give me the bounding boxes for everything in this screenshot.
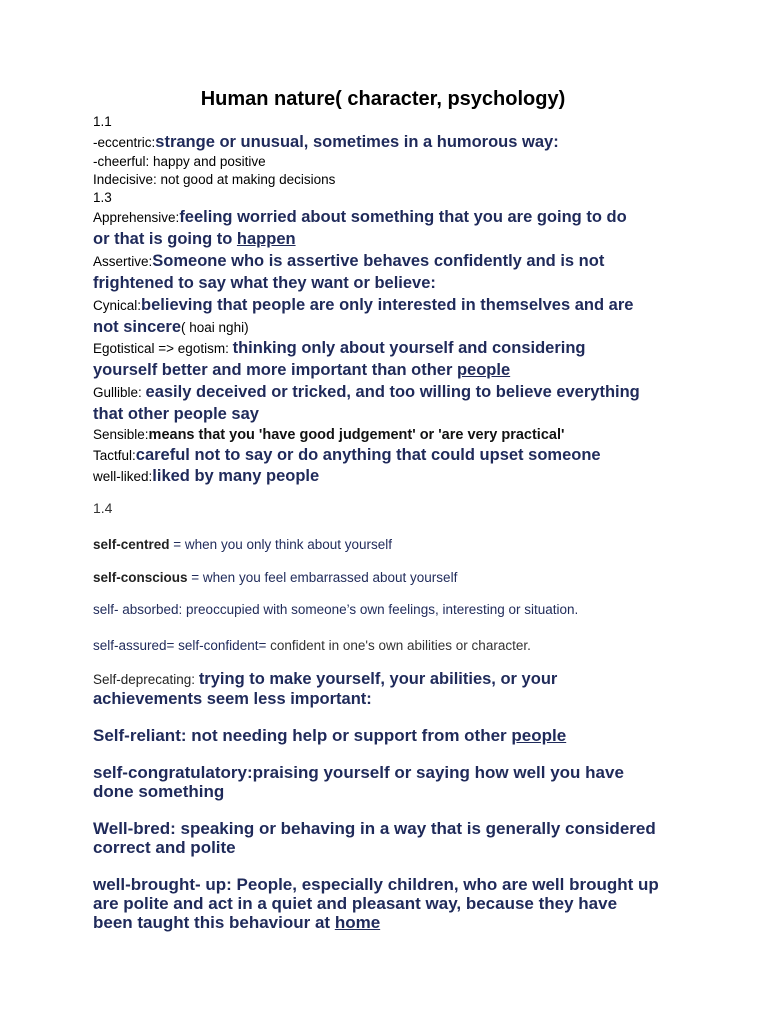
term-self-assured: self-assured= self-confident= bbox=[93, 638, 271, 653]
term-self-conscious: self-conscious bbox=[93, 570, 188, 585]
link-home[interactable]: home bbox=[334, 913, 381, 932]
section-number-1-1: 1.1 bbox=[93, 114, 112, 129]
entry-self-assured bbox=[93, 637, 531, 655]
entry-self-congratulatory-line1: self-congratulatory:praising yourself or saying how well you have bbox=[93, 763, 624, 782]
term-eccentric: -eccentric: bbox=[93, 135, 156, 150]
definition-egotistical-line2: yourself better and more important than other bbox=[93, 361, 457, 379]
definition-assertive-line1: Someone who is assertive behaves confidently and is not bbox=[152, 252, 605, 270]
entry-cheerful: -cheerful: happy and positive bbox=[93, 154, 266, 169]
entry-indecisive: Indecisive: not good at making decisions bbox=[93, 172, 336, 187]
definition-apprehensive-line1: feeling worried about something that you are going to do bbox=[179, 208, 627, 226]
entry-eccentric bbox=[93, 133, 559, 152]
definition-self-deprecating-line1: trying to make yourself, your abilities, or your bbox=[198, 670, 558, 688]
entry-well-liked bbox=[93, 467, 319, 486]
definition-self-reliant: Self-reliant: not needing help or support from other bbox=[93, 726, 512, 745]
term-apprehensive: Apprehensive: bbox=[93, 210, 180, 225]
entry-sensible bbox=[93, 426, 564, 444]
definition-eccentric: strange or unusual, sometimes in a humorous way: bbox=[155, 133, 559, 151]
term-self-deprecating: Self-deprecating: bbox=[93, 672, 199, 687]
term-cynical: Cynical: bbox=[93, 298, 142, 313]
link-people-2[interactable]: people bbox=[511, 726, 567, 745]
definition-apprehensive-line2: or that is going to bbox=[93, 230, 237, 248]
entry-self-centred bbox=[93, 536, 392, 554]
entry-self-conscious bbox=[93, 569, 457, 587]
entry-cynical bbox=[93, 296, 633, 315]
section-number-1-4: 1.4 bbox=[93, 500, 113, 516]
definition-self-deprecating-line2: achievements seem less important: bbox=[93, 690, 372, 708]
term-egotistical: Egotistical => egotism: bbox=[93, 341, 233, 356]
term-sensible: Sensible: bbox=[93, 427, 149, 442]
entry-gullible bbox=[93, 383, 640, 402]
definition-well-liked: liked by many people bbox=[152, 467, 320, 485]
entry-well-bred-line1: Well-bred: speaking or behaving in a way that is generally considered bbox=[93, 819, 656, 838]
note-cynical: ( hoai nghi) bbox=[181, 320, 249, 335]
definition-self-centred: = when you only think about yourself bbox=[169, 537, 393, 552]
entry-assertive bbox=[93, 252, 604, 271]
entry-apprehensive bbox=[93, 208, 627, 227]
entry-tactful bbox=[93, 446, 601, 465]
entry-self-deprecating bbox=[93, 670, 557, 689]
term-gullible: Gullible: bbox=[93, 385, 146, 400]
entry-self-reliant bbox=[93, 726, 566, 745]
entry-egotistical bbox=[93, 339, 586, 358]
entry-self-congratulatory-line2: done something bbox=[93, 782, 225, 801]
definition-sensible: means that you 'have good judgement' or 'are very practical' bbox=[148, 427, 565, 443]
definition-self-assured: confident in one's own abilities or character. bbox=[270, 638, 531, 653]
definition-well-brought-up-line3: been taught this behaviour at bbox=[93, 913, 335, 932]
entry-self-absorbed: self- absorbed: preoccupied with someone’s own feelings, interesting or situation. bbox=[93, 602, 579, 617]
section-number-1-3: 1.3 bbox=[93, 190, 112, 205]
page-title: Human nature( character, psychology) bbox=[200, 88, 566, 110]
definition-gullible-line2: that other people say bbox=[93, 405, 259, 423]
link-people-1[interactable]: people bbox=[456, 361, 511, 379]
term-self-centred: self-centred bbox=[93, 537, 170, 552]
entry-well-brought-up-line3 bbox=[93, 913, 380, 932]
link-happen[interactable]: happen bbox=[236, 230, 296, 248]
definition-assertive-line2: frightened to say what they want or believe: bbox=[93, 274, 436, 292]
definition-tactful: careful not to say or do anything that could upset someone bbox=[135, 446, 601, 464]
entry-egotistical-cont bbox=[93, 361, 510, 380]
entry-well-brought-up-line1: well-brought- up: People, especially children, who are well brought up bbox=[93, 875, 659, 894]
definition-egotistical-line1: thinking only about yourself and considering bbox=[232, 339, 586, 357]
entry-well-bred-line2: correct and polite bbox=[93, 838, 236, 857]
term-tactful: Tactful: bbox=[93, 448, 136, 463]
entry-apprehensive-cont bbox=[93, 230, 296, 249]
entry-cynical-cont bbox=[93, 318, 249, 337]
term-well-liked: well-liked: bbox=[93, 469, 153, 484]
entry-well-brought-up-line2: are polite and act in a quiet and pleasant way, because they have bbox=[93, 894, 618, 913]
definition-gullible-line1: easily deceived or tricked, and too willing to believe everything bbox=[145, 383, 640, 401]
definition-cynical-line1: believing that people are only interested in themselves and are bbox=[141, 296, 634, 314]
definition-cynical-line2: not sincere bbox=[93, 318, 182, 336]
definition-self-conscious: = when you feel embarrassed about yourself bbox=[187, 570, 458, 585]
term-assertive: Assertive: bbox=[93, 254, 153, 269]
